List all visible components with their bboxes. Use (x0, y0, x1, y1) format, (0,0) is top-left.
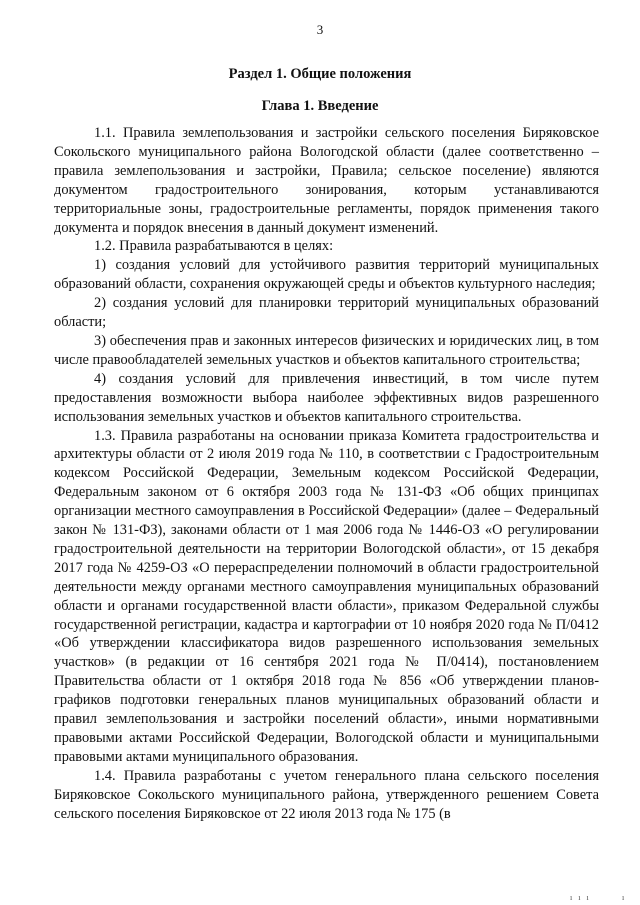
list-item-1: 1) создания условий для устойчивого развития территорий муниципальных образований области, сохранения окружающей среды и объектов культурного наследия; (54, 257, 599, 293)
document-body (54, 124, 599, 824)
list-item-4: 4) создания условий для привлечения инвестиций, в том числе путем предоставления возможности выбора наиболее эффективных видов разрешенного использования земельных участков и объектов капитального строительства. (54, 370, 599, 425)
paragraph-1-3: 1.3. Правила разработаны на основании приказа Комитета градостроительства и архитектуры области от 2 июля 2019 года № 110, в соответствии с Градостроительным кодексом Российской Федерации, Земельным кодексом Российской Федерации, Федеральным законом от 6 октября 2003 года № 131-ФЗ «Об общих принципах организации местного самоуправления в Российской Федерации» (далее – Федеральный закон № 131-ФЗ), законами области от 1 мая 2006 года № 1446-ОЗ «О регулировании градостроительной деятельности на территории Вологодской области», от 15 декабря 2017 года № 4259-ОЗ «О перераспределении полномочий в области градостроительной деятельности между органами местного самоуправления муниципальных образований области и органами государственной власти области», приказом Федеральной службы государственной регистрации, кадастра и картографии от 10 ноября 2020 года № П/0412 «Об утверждении классификатора видов разрешенного использования земельных участков» (в редакции от 16 сентября 2021 года № П/0414), постановлением Правительства области от 1 октября 2018 года № 856 «Об утверждении планов-графиков подготовки генеральных планов муниципальных образований области и правил землепользования и застройки поселений области», иными нормативными правовыми актами Российской Федерации, Вологодской области и муниципальными правовыми актами муниципального образования. (54, 427, 599, 765)
paragraph-1-1: 1.1. Правила землепользования и застройки сельского поселения Биряковское Сокольского муниципального района Вологодской области (далее соответственно – правила землепользования и застройки, Правила; сельское поселение) являются документом градостроительного зонирования, которым устанавливаются территориальные зоны, градостроительные регламенты, порядок применения такого документа и порядок внесения в данный документ изменений. (54, 125, 599, 236)
paragraph-1-4: 1.4. Правила разработаны с учетом генерального плана сельского поселения Биряковское Сокольского муниципального района, утвержденного решением Совета сельского поселения Биряковское от 22 июля 2013 года № 175 (в (54, 767, 599, 822)
page-number: 3 (316, 22, 324, 37)
section-title: Раздел 1. Общие положения (228, 66, 412, 82)
chapter-title: Глава 1. Введение (261, 98, 379, 114)
footer-marks: ı ı ı (570, 893, 591, 902)
footer-mark-right: ı (622, 893, 625, 902)
list-item-3: 3) обеспечения прав и законных интересов физических и юридических лиц, в том числе правообладателей земельных участков и объектов капитального строительства; (54, 332, 599, 368)
paragraph-1-2: 1.2. Правила разрабатываются в целях: (94, 238, 334, 255)
list-item-2: 2) создания условий для планировки территорий муниципальных образований области; (54, 295, 599, 331)
